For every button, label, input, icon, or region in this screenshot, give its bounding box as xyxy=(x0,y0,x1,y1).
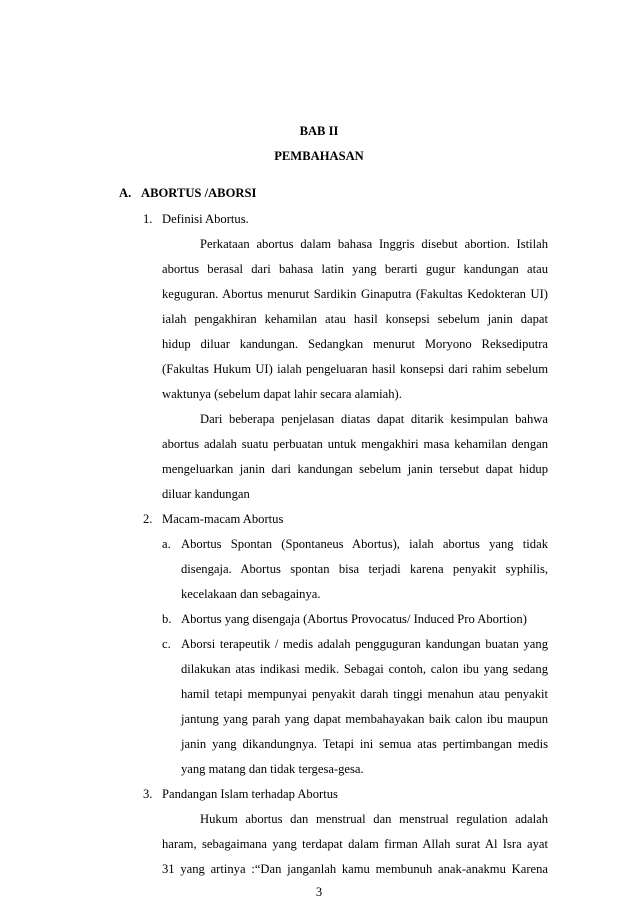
sub-item-c-line: dilakukan atas indikasi medik. Sebagai contoh, calon ibu yang sedang xyxy=(181,662,548,676)
paragraph-line: mengeluarkan janin dari kandungan sebelum janin tersebut dapat hidup xyxy=(162,462,548,476)
paragraph-line: abortus berasal dari bahasa latin yang berarti gugur kandungan atau xyxy=(162,262,548,276)
paragraph-line: Hukum abortus dan menstrual dan menstrual regulation adalah xyxy=(200,812,548,826)
sub-item-c-line: Aborsi terapeutik / medis adalah pengguguran kandungan buatan yang xyxy=(181,637,548,651)
item-2-title: Macam-macam Abortus xyxy=(162,512,284,526)
sub-item-c-line: yang matang dan tidak tergesa-gesa. xyxy=(181,762,364,776)
chapter-label: BAB II xyxy=(299,124,339,138)
paragraph-line: Dari beberapa penjelasan diatas dapat ditarik kesimpulan bahwa xyxy=(200,412,548,426)
paragraph-line: 31 yang artinya :“Dan janganlah kamu membunuh anak-anakmu Karena xyxy=(162,862,548,876)
sub-item-b-line: Abortus yang disengaja (Abortus Provocatus/ Induced Pro Abortion) xyxy=(181,612,527,626)
paragraph-line: ialah pengakhiran kehamilan atau hasil konsepsi sebelum janin dapat xyxy=(162,312,548,326)
sub-item-c-line: jantung yang parah yang dapat membahayakan baik calon ibu maupun xyxy=(181,712,548,726)
paragraph-line: hidup diluar kandungan. Sedangkan menurut Moryono Reksediputra xyxy=(162,337,548,351)
section-a-marker: A. xyxy=(119,186,132,200)
sub-item-c-line: hamil tetapi mempunyai penyakit darah tinggi menahun atau penyakit xyxy=(181,687,548,701)
sub-item-a-line: disengaja. Abortus spontan bisa terjadi karena penyakit syphilis, xyxy=(181,562,548,576)
sub-item-a-line: Abortus Spontan (Spontaneus Abortus), ialah abortus yang tidak xyxy=(181,537,548,551)
sub-item-a-line: kecelakaan dan sebagainya. xyxy=(181,587,321,601)
paragraph-line: keguguran. Abortus menurut Sardikin Ginaputra (Fakultas Kedokteran UI) xyxy=(162,287,548,301)
paragraph-line: (Fakultas Hukum UI) ialah pengeluaran hasil konsepsi dari rahim sebelum xyxy=(162,362,548,376)
item-3-marker: 3. xyxy=(143,787,153,801)
page-number: 3 xyxy=(315,885,323,899)
paragraph-line: haram, sebagaimana yang terdapat dalam firman Allah surat Al Isra ayat xyxy=(162,837,548,851)
paragraph-line: waktunya (sebelum dapat lahir secara alamiah). xyxy=(162,387,402,401)
item-3-title: Pandangan Islam terhadap Abortus xyxy=(162,787,338,801)
sub-item-b-marker: b. xyxy=(162,612,172,626)
item-2-marker: 2. xyxy=(143,512,153,526)
item-1-marker: 1. xyxy=(143,212,153,226)
section-a-title: ABORTUS /ABORSI xyxy=(141,186,257,200)
sub-item-a-marker: a. xyxy=(162,537,171,551)
item-1-title: Definisi Abortus. xyxy=(162,212,249,226)
sub-item-c-line: janin yang dikandungnya. Tetapi ini semua atas pertimbangan medis xyxy=(181,737,548,751)
sub-item-c-marker: c. xyxy=(162,637,171,651)
paragraph-line: Perkataan abortus dalam bahasa Inggris disebut abortion. Istilah xyxy=(200,237,548,251)
paragraph-line: abortus adalah suatu perbuatan untuk mengakhiri masa kehamilan dengan xyxy=(162,437,548,451)
paragraph-line: diluar kandungan xyxy=(162,487,250,501)
chapter-title: PEMBAHASAN xyxy=(274,149,364,163)
